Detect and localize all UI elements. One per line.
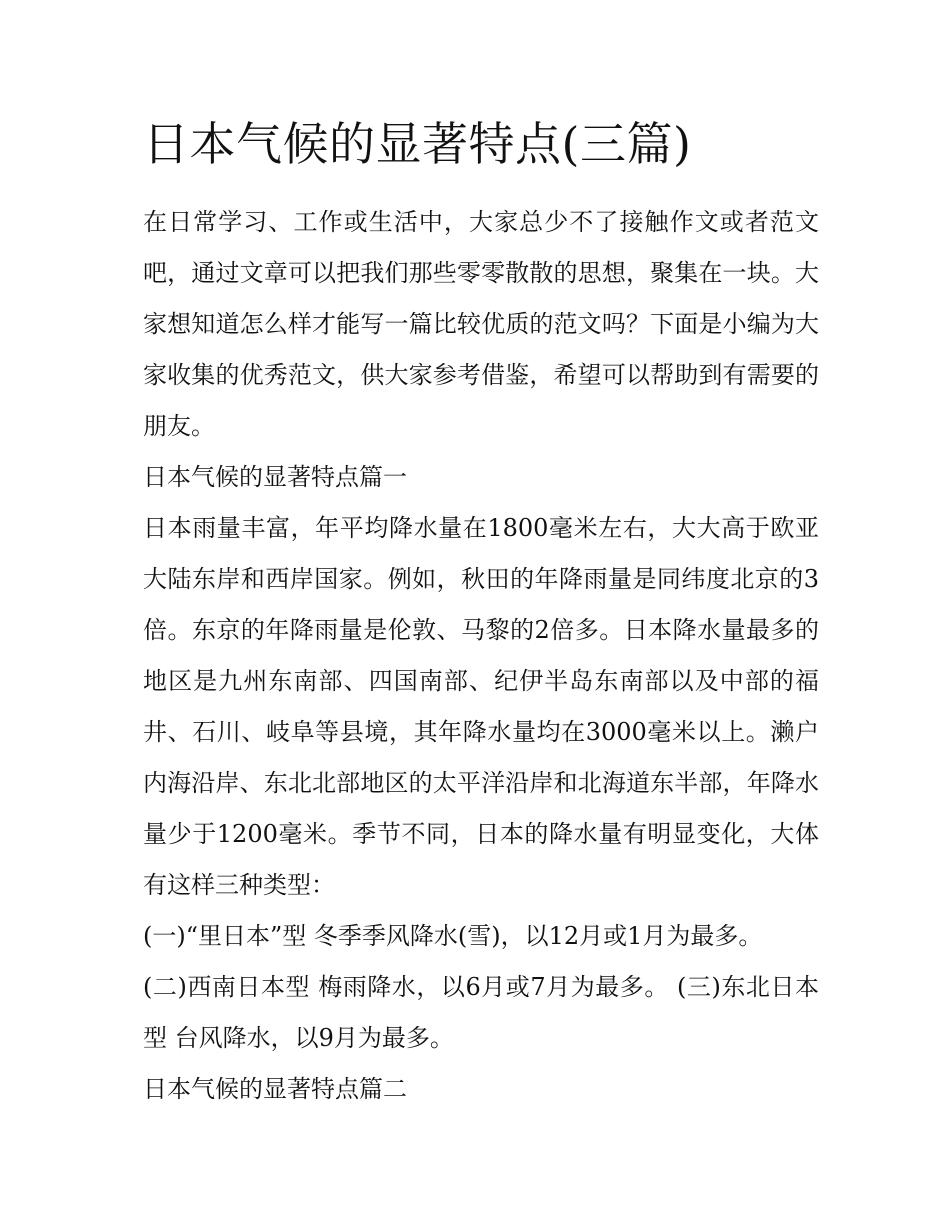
type-two-three-paragraph: (二)西南日本型 梅雨降水，以6月或7月为最多。 (三)东北日本型 台风降水，以9月为最多。 — [143, 973, 819, 1052]
intro-paragraph: 在日常学习、工作或生活中，大家总少不了接触作文或者范文吧，通过文章可以把我们那些零零散散的思想，聚集在一块。大家想知道怎么样才能写一篇比较优质的范文吗？下面是小编为大家收集的优秀范文，供大家参考借鉴，希望可以帮助到有需要的朋友。 — [143, 208, 819, 440]
section-heading-part-two: 日本气候的显著特点篇二 — [143, 1075, 407, 1103]
type-one-paragraph: (一)“里日本”型 冬季季风降水(雪)，以12月或1月为最多。 — [143, 922, 763, 950]
document-title: 日本气候的显著特点(三篇) — [143, 117, 692, 171]
document-body — [143, 197, 819, 1115]
rainfall-paragraph: 日本雨量丰富，年平均降水量在1800毫米左右，大大高于欧亚大陆东岸和西岸国家。例如，秋田的年降雨量是同纬度北京的3倍。东京的年降雨量是伦敦、马黎的2倍多。日本降水量最多的地区是九州东南部、四国南部、纪伊半岛东南部以及中部的福井、石川、岐阜等县境，其年降水量均在3000毫米以上。濑户内海沿岸、东北北部地区的太平洋沿岸和北海道东半部，年降水量少于1200毫米。季节不同，日本的降水量有明显变化，大体有这样三种类型： — [143, 514, 819, 899]
section-heading-part-one: 日本气候的显著特点篇一 — [143, 463, 407, 491]
